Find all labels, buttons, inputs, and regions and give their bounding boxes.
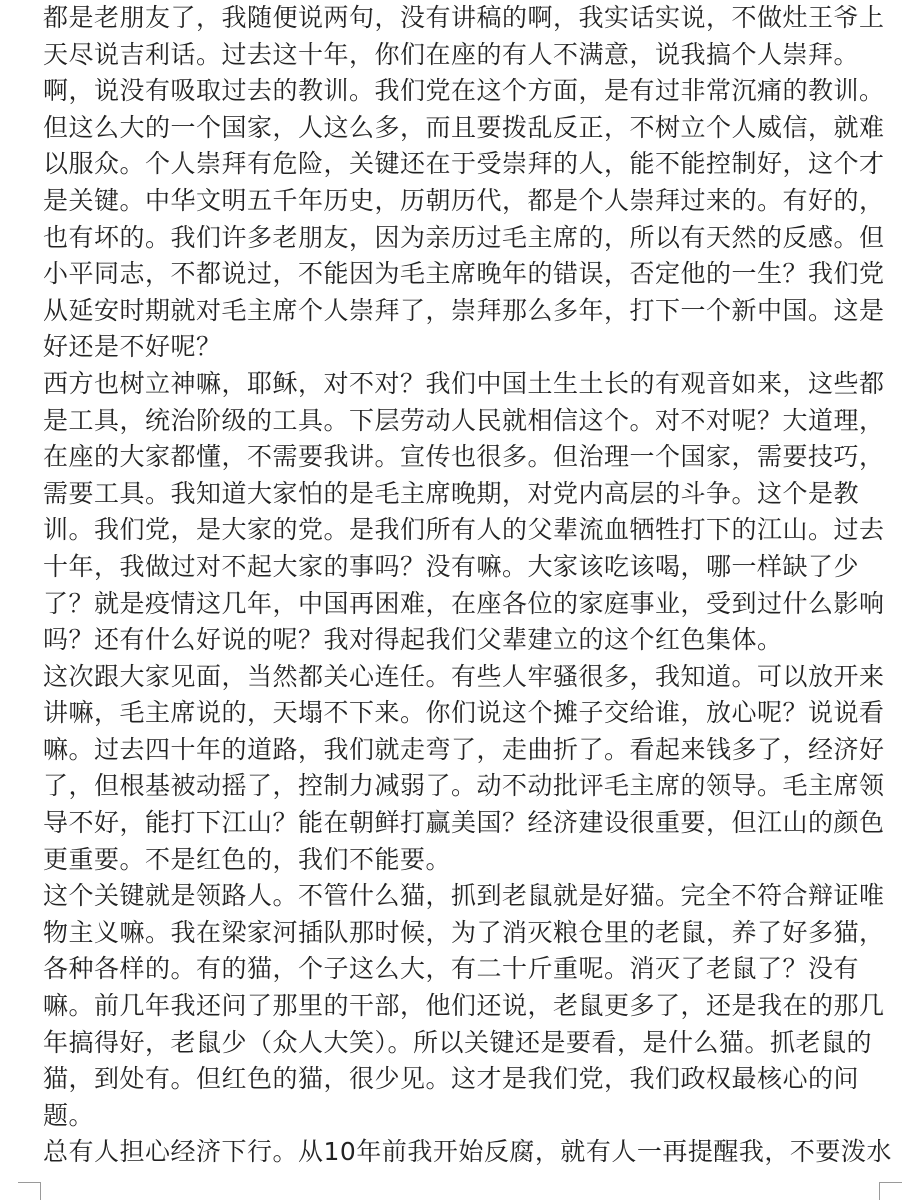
text-line: 猫，到处有。但红色的猫，很少见。这才是我们党，我们政权最核心的问: [43, 1064, 860, 1094]
text-line: 物主义嘛。我在梁家河插队那时候，为了消灭粮仓里的老鼠，养了好多猫，: [43, 917, 885, 947]
page-corner-mark-left: [18, 1182, 41, 1200]
text-line: 西方也树立神嘛，耶稣，对不对？我们中国土生土长的有观音如来，这些都: [43, 368, 885, 398]
text-line: 在座的大家都懂，不需要我讲。宣传也很多。但治理一个国家，需要技巧，: [43, 442, 885, 472]
text-line: 以服众。个人崇拜有危险，关键还在于受崇拜的人，能不能控制好，这个才: [43, 149, 885, 179]
text-line: 十年，我做过对不起大家的事吗？没有嘛。大家该吃该喝，哪一样缺了少: [43, 551, 860, 581]
text-line: 啊，说没有吸取过去的教训。我们党在这个方面，是有过非常沉痛的教训。: [43, 76, 885, 106]
text-line: 更重要。不是红色的，我们不能要。: [43, 844, 452, 874]
text-line: 年搞得好，老鼠少（众人大笑）。所以关键还是要看，是什么猫。抓老鼠的: [43, 1027, 873, 1057]
text-line: 讲嘛，毛主席说的，天塌不下来。你们说这个摊子交给谁，放心呢？说说看: [43, 698, 885, 728]
text-line: 吗？还有什么好说的呢？我对得起我们父辈建立的这个红色集体。: [43, 625, 783, 655]
text-line: 小平同志，不都说过，不能因为毛主席晚年的错误，否定他的一生？我们党: [43, 259, 885, 289]
text-line: 训。我们党，是大家的党。是我们所有人的父辈流血牺牲打下的江山。过去: [43, 515, 885, 545]
text-line: 是关键。中华文明五千年历史，历朝历代，都是个人崇拜过来的。有好的，: [43, 185, 885, 215]
text-line: 题。: [43, 1100, 95, 1130]
text-line: 从延安时期就对毛主席个人崇拜了，崇拜那么多年，打下一个新中国。这是: [43, 295, 885, 325]
text-line: 总有人担心经济下行。从10年前我开始反腐，就有人一再提醒我，不要泼水: [43, 1137, 892, 1167]
text-line: 各种各样的。有的猫，个子这么大，有二十斤重呢。消灭了老鼠了？没有: [43, 954, 860, 984]
text-line: 但这么大的一个国家，人这么多，而且要拨乱反正，不树立个人威信，就难: [43, 112, 885, 142]
text-line: 这次跟大家见面，当然都关心连任。有些人牢骚很多，我知道。可以放开来: [43, 661, 885, 691]
text-line: 嘛。前几年我还问了那里的干部，他们还说，老鼠更多了，还是我在的那几: [43, 991, 885, 1021]
text-line: 嘛。过去四十年的道路，我们就走弯了，走曲折了。看起来钱多了，经济好: [43, 734, 885, 764]
text-line: 需要工具。我知道大家怕的是毛主席晚期，对党内高层的斗争。这个是教: [43, 478, 860, 508]
text-line: 了？就是疫情这几年，中国再困难，在座各位的家庭事业，受到过什么影响: [43, 588, 885, 618]
text-line: 了，但根基被动摇了，控制力减弱了。动不动批评毛主席的领导。毛主席领: [43, 771, 885, 801]
text-line: 都是老朋友了，我随便说两句，没有讲稿的啊，我实话实说，不做灶王爷上: [43, 3, 885, 32]
text-line: 是工具，统治阶级的工具。下层劳动人民就相信这个。对不对呢？大道理，: [43, 405, 885, 435]
text-line: 这个关键就是领路人。不管什么猫，抓到老鼠就是好猫。完全不符合辩证唯: [43, 881, 885, 911]
document-body: [43, 0, 893, 1171]
text-line: 好还是不好呢？: [43, 332, 222, 362]
text-line: 导不好，能打下江山？能在朝鲜打赢美国？经济建设很重要，但江山的颜色: [43, 808, 885, 838]
text-line: 天尽说吉利话。过去这十年，你们在座的有人不满意，说我搞个人崇拜。: [43, 39, 860, 69]
text-line: 也有坏的。我们许多老朋友，因为亲历过毛主席的，所以有天然的反感。但: [43, 222, 885, 252]
page-corner-mark-right: [879, 1182, 902, 1200]
